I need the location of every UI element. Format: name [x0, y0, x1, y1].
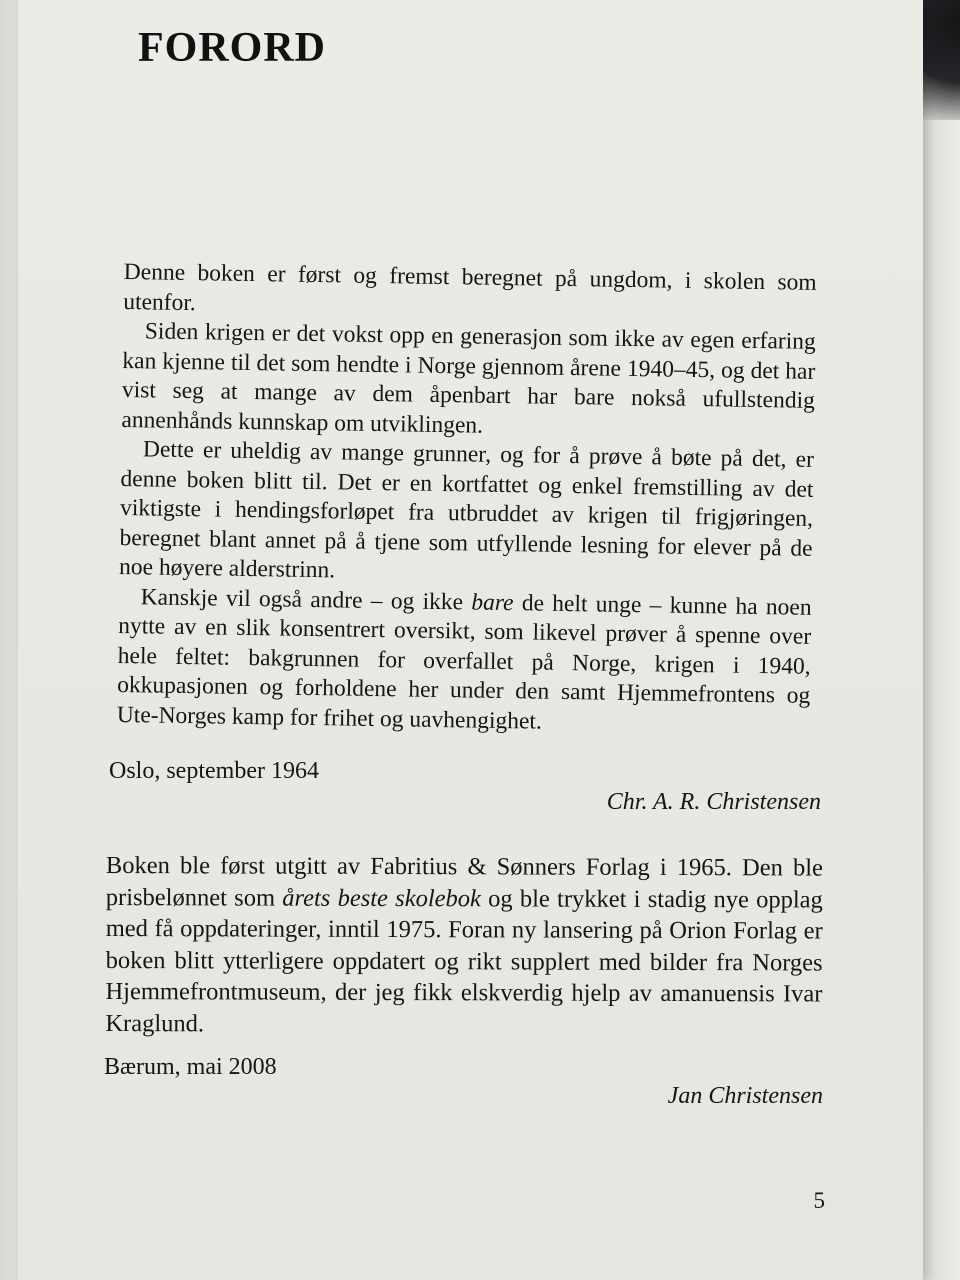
page-heading: FORORD	[138, 25, 326, 71]
paragraph-4-start: Kanskje vil også andre – og ikke	[140, 583, 472, 615]
place-date-1964: Oslo, september 1964	[109, 758, 319, 784]
page-number: 5	[813, 1188, 825, 1213]
paragraph-4-emphasis: bare	[471, 589, 514, 616]
paragraph-5-start: Boken ble først utgitt av Fabritius & Sønners Forlag i 1965. Den ble prisbelønnet som	[105, 852, 823, 912]
paragraph-5	[105, 850, 823, 1042]
author-signature-2: Jan Christensen	[667, 1083, 823, 1109]
paragraph-4	[117, 582, 812, 740]
paragraph-2: Siden krigen er det vokst opp en generasjon som ikke av egen erfaring kan kjenne til det som hendte i Norge gjennom årene 1940–45, og det har vist seg at mange av dem åpenbart har bare nokså ufullstendig annenhånds kunnskap om utviklingen.	[121, 318, 816, 439]
preface-new-edition	[105, 850, 823, 1042]
book-page	[18, 0, 923, 1280]
paragraph-5-end: og ble trykket i stadig nye opplag med få oppdateringer, inntil 1975. Foran ny lansering på Orion Forlag er boken blitt ytterligere oppdatert og rikt supplert med bilder fra Norges Hjemmefrontmuseum, der jeg fikk elskverdig hjelp av amanuensis Ivar Kraglund.	[105, 884, 823, 1037]
paragraph-3: Dette er uheldig av mange grunner, og for å prøve å bøte på det, er denne boken blitt til. Det er en kortfattet og enkel fremstilling av det viktigste i hendingsforløpet fra utbruddet av krigen til frigjøringen, beregnet blant annet på å tjene som utfyllende lesning for elever på de noe høyere alderstrinn.	[118, 436, 815, 584]
paragraph-5-emphasis: årets beste skolebok	[282, 884, 481, 912]
paragraph-1: Denne boken er først og fremst beregnet på ungdom, i skolen som utenfor.	[123, 258, 817, 316]
paragraph-4-end: de helt unge – kunne ha noen nytte av en slik konsentrert oversikt, som likevel prøver å spenne over hele feltet: bakgrunnen for overfallet på Norge, krigen i 1940, okkupasjonen og forholdene her under den samt Hjemmefrontens og Ute-Norges kamp for frihet og uavhengighet.	[116, 589, 812, 735]
preface-original	[117, 258, 817, 741]
author-signature-1: Chr. A. R. Christensen	[606, 789, 821, 815]
place-date-2008: Bærum, mai 2008	[104, 1054, 277, 1080]
